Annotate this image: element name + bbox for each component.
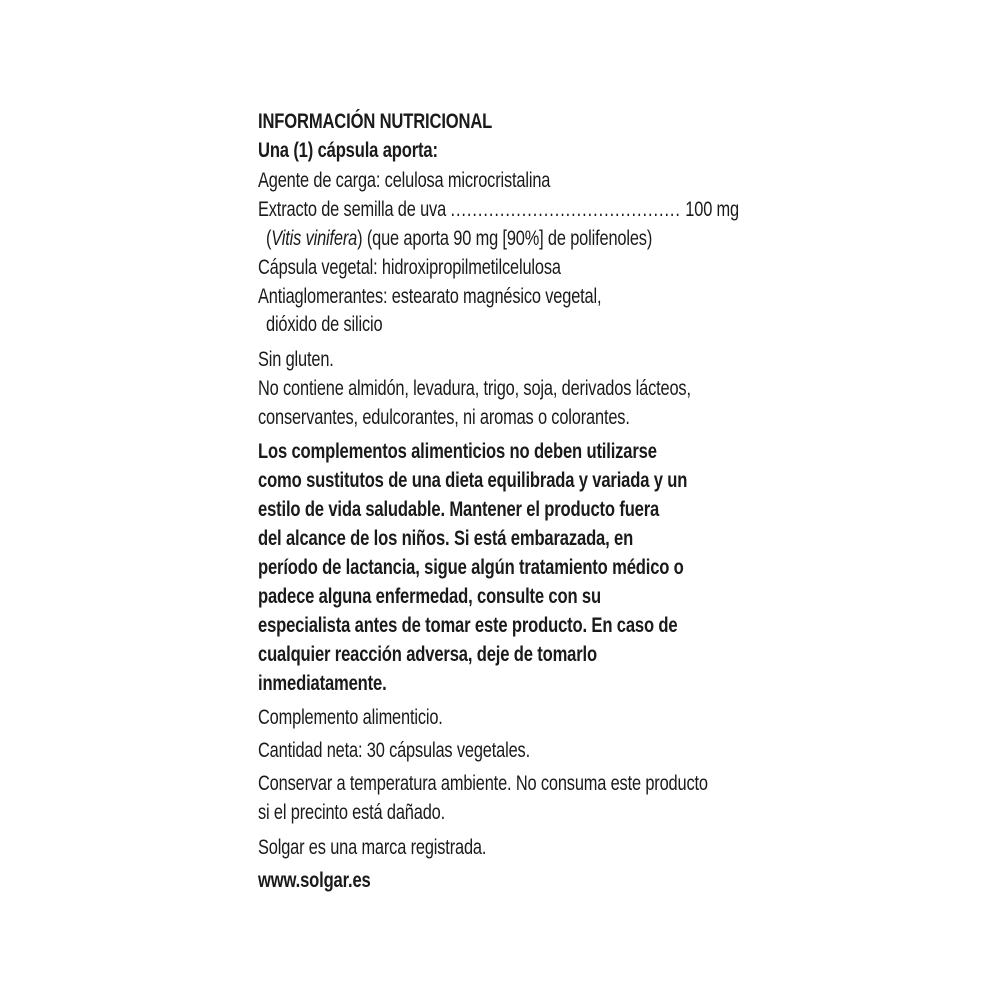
website-link[interactable]: www.solgar.es: [258, 869, 371, 892]
warning-line-6: padece alguna enfermedad, consulte con su: [258, 585, 601, 608]
warning-line-7: especialista antes de tomar este producto. En caso de: [258, 614, 678, 637]
warning-line-4: del alcance de los niños. Si está embarazada, en: [258, 527, 634, 550]
product-type-text: Complemento alimenticio.: [258, 706, 443, 729]
warning-line-1: Los complementos alimenticios no deben utilizarse: [258, 440, 657, 463]
free-from-text-1: No contiene almidón, levadura, trigo, soja, derivados lácteos,: [258, 377, 691, 400]
gluten-free-text: Sin gluten.: [258, 348, 334, 371]
warning-line-2: como sustitutos de una dieta equilibrada y variada y un: [258, 469, 688, 492]
net-quantity-text: Cantidad neta: 30 cápsulas vegetales.: [258, 739, 530, 762]
extract-note: (que aporta 90 mg [90%] de polifenoles): [366, 227, 653, 250]
ingredient-capsule: Cápsula vegetal: hidroxipropilmetilcelulosa: [258, 256, 561, 279]
storage-text-2: si el precinto está dañado.: [258, 801, 446, 824]
trademark-text: Solgar es una marca registrada.: [258, 836, 487, 859]
ingredient-anticaking-2: dióxido de silicio: [266, 313, 383, 336]
label-subtitle: Una (1) cápsula aporta:: [258, 139, 438, 162]
extract-amount: 100 mg: [685, 198, 740, 221]
extract-species: Vitis vinifera: [271, 227, 358, 250]
ingredient-anticaking-1: Antiaglomerantes: estearato magnésico vegetal,: [258, 285, 602, 308]
ingredient-bulking-agent: Agente de carga: celulosa microcristalina: [258, 169, 551, 192]
extract-name: Extracto de semilla de uva: [258, 198, 447, 221]
storage-text-1: Conservar a temperatura ambiente. No consuma este producto: [258, 772, 708, 795]
extract-detail: (Vitis vinifera) (que aporta 90 mg [90%] de polifenoles): [266, 227, 653, 250]
warning-line-8: cualquier reacción adversa, deje de tomarlo: [258, 643, 597, 666]
label-title: INFORMACIÓN NUTRICIONAL: [258, 110, 493, 133]
warning-line-3: estilo de vida saludable. Mantener el producto fuera: [258, 498, 660, 521]
extract-leader-dots: ..........................................: [450, 198, 681, 221]
ingredient-extract-row: [258, 198, 739, 222]
warning-line-9: inmediatamente.: [258, 672, 387, 695]
free-from-text-2: conservantes, edulcorantes, ni aromas o colorantes.: [258, 406, 630, 429]
warning-line-5: período de lactancia, sigue algún tratamiento médico o: [258, 556, 684, 579]
